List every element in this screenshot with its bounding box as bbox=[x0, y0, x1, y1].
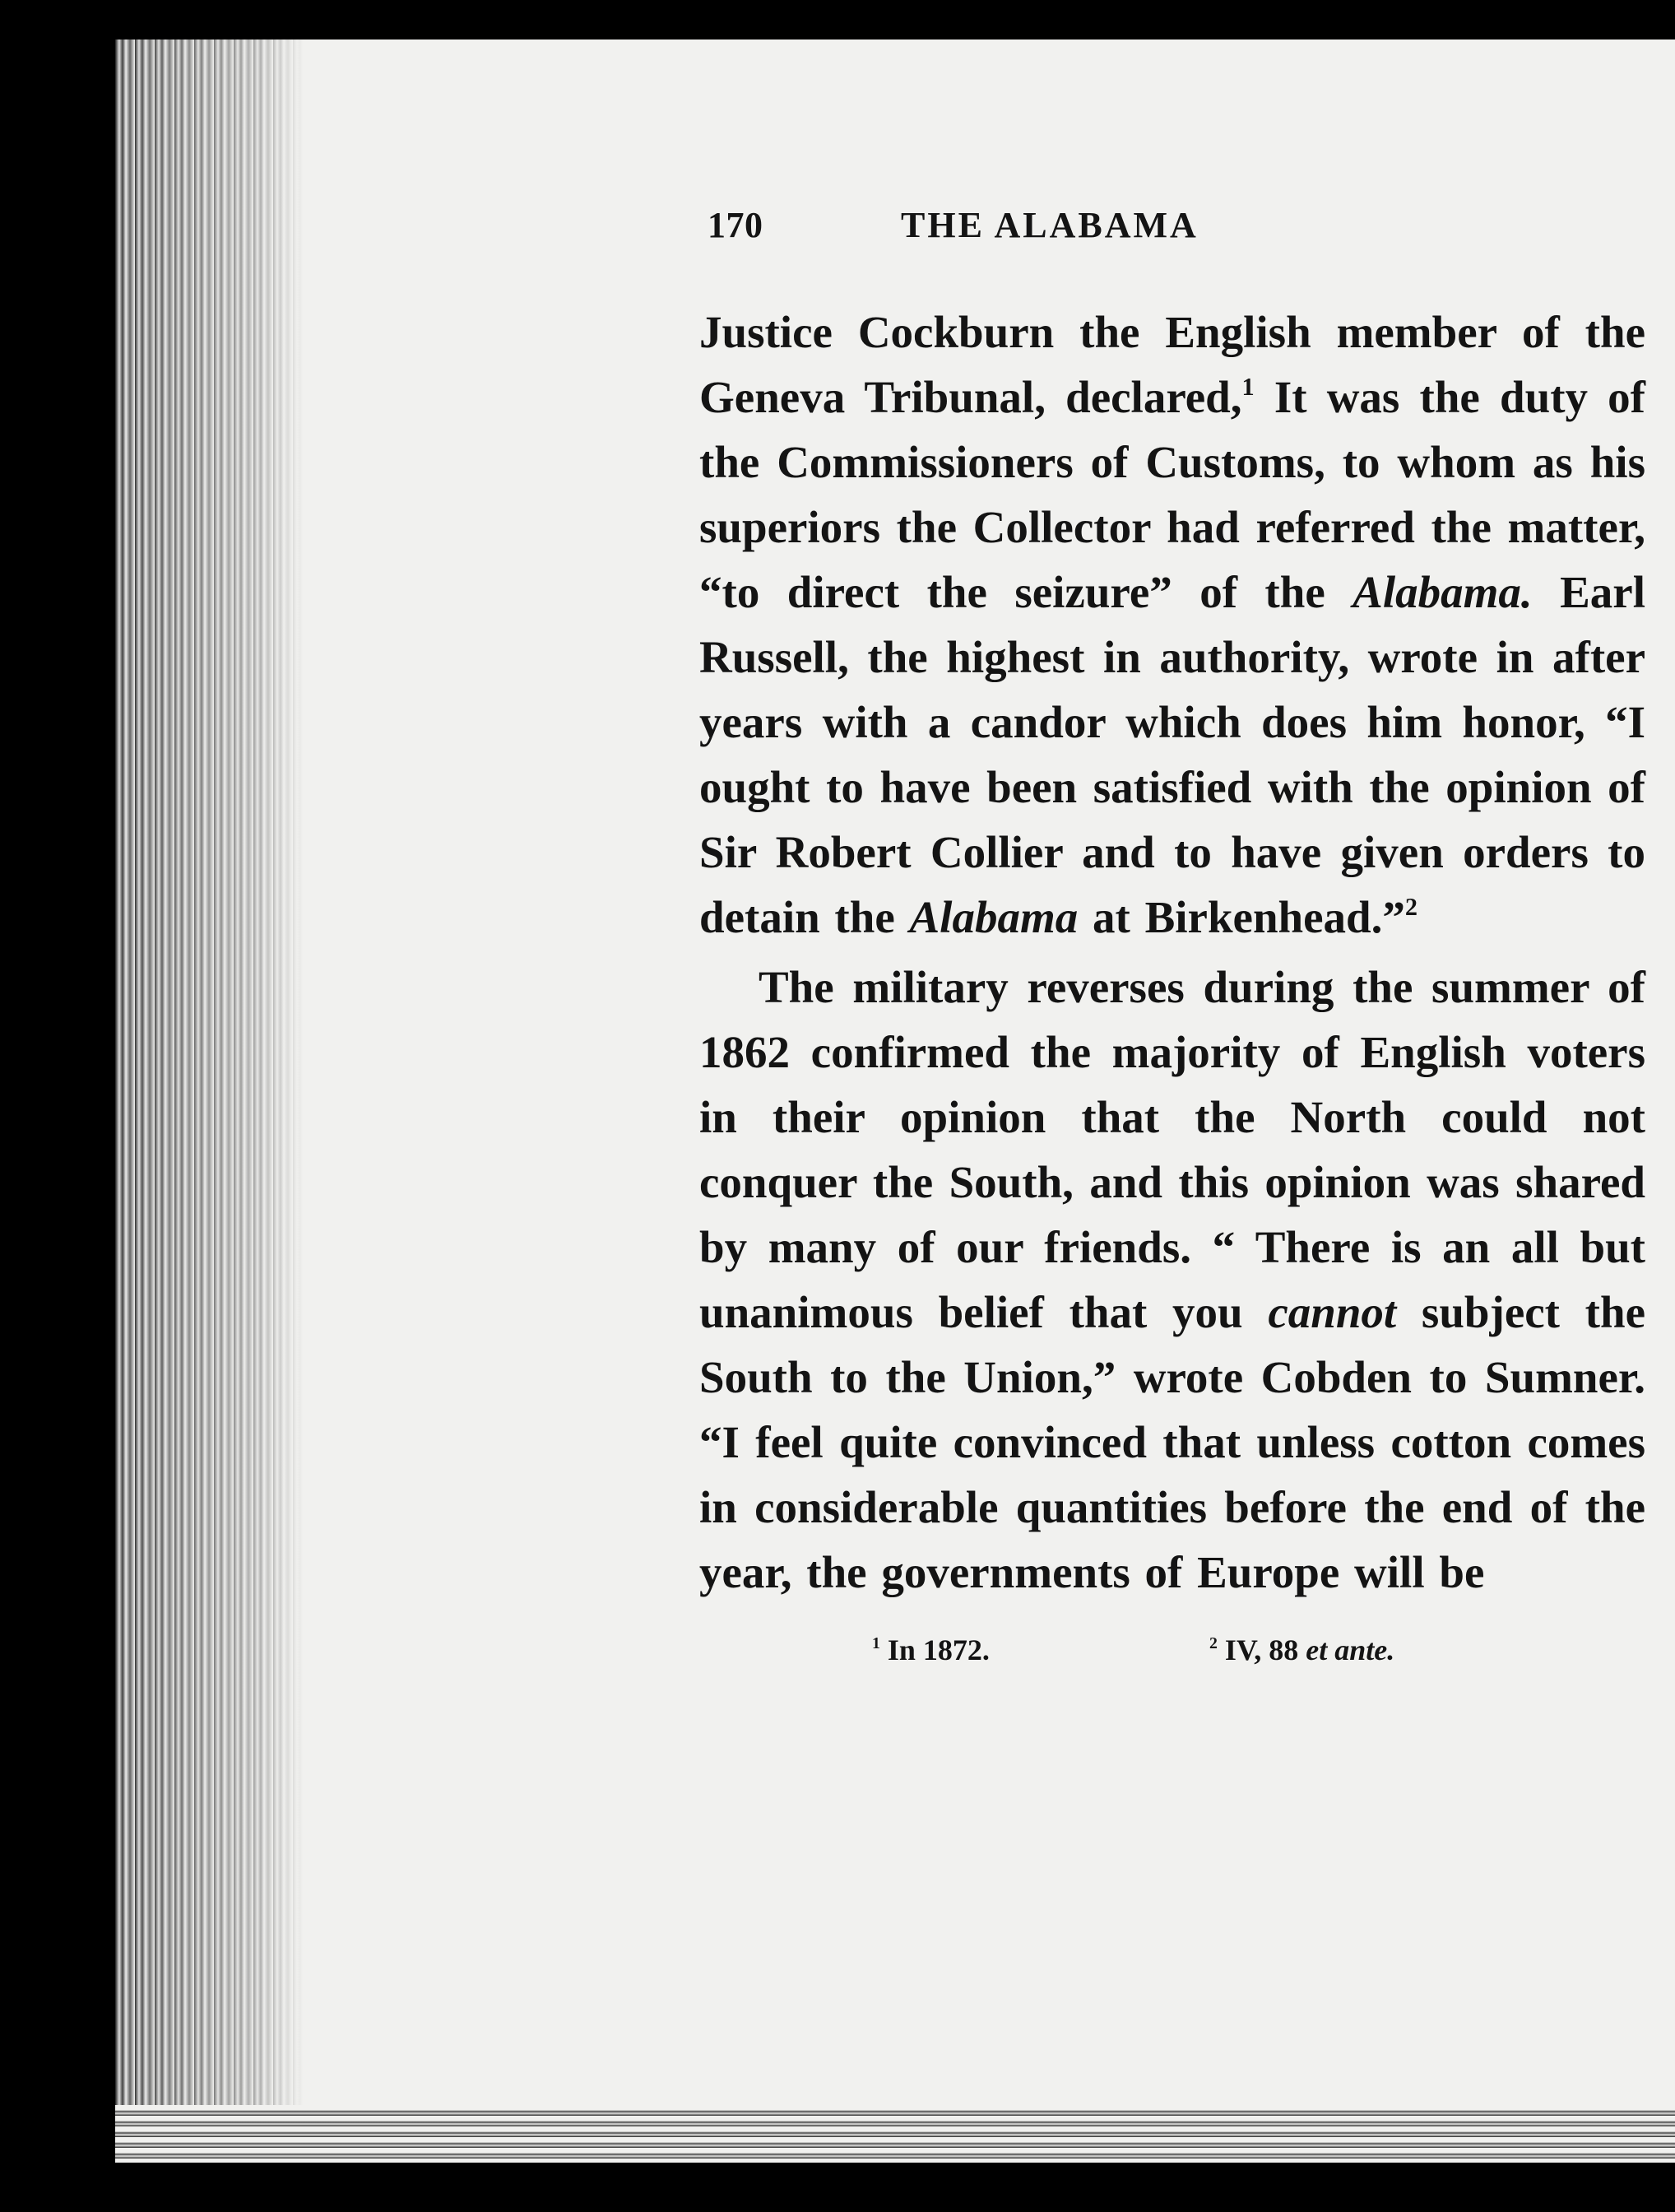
paragraph-1-text-2: It was the duty of the Commissioners of Customs, to whom as his superiors the Collector had referred the matter, “to direct the seizure” of the bbox=[699, 372, 1645, 617]
running-title: THE ALABAMA bbox=[901, 205, 1199, 245]
footnote-2-marker: 2 bbox=[1209, 1634, 1218, 1653]
running-head bbox=[568, 204, 1654, 265]
paragraph-1-text-3: Earl Russell, the highest in authority, wrote in after years with a candor which does him honor, “I ought to have been satisfied with the opinion of Sir Robert Collier and to have given orders to detain the bbox=[699, 567, 1645, 942]
text-block bbox=[568, 204, 1654, 1682]
page-number: 170 bbox=[708, 205, 763, 245]
footnote-2-text: IV, 88 bbox=[1217, 1633, 1306, 1666]
ship-name-1: Alabama. bbox=[1353, 567, 1533, 617]
footnote-2 bbox=[1209, 1633, 1394, 1667]
ship-name-2: Alabama bbox=[909, 892, 1079, 942]
bottom-page-edges bbox=[115, 2105, 1675, 2163]
book-page bbox=[115, 40, 1675, 2163]
paragraph-1-text-1: Justice Cockburn the English member of the Geneva Tribunal, declared, bbox=[699, 307, 1645, 422]
footnote-ref-1: 1 bbox=[1241, 372, 1255, 401]
footnote-1-text: In 1872. bbox=[879, 1633, 990, 1666]
emphasis-text: cannot bbox=[1268, 1287, 1397, 1337]
footnote-ref-2: 2 bbox=[1404, 892, 1417, 921]
footnote-1 bbox=[872, 1633, 990, 1667]
paragraph-2-text-1: The military reverses during the summer of 1862 confirmed the majority of English voters in their opinion that the North could not conquer the South, and this opinion was shared by many of our friends. “ There is an all but unanimous belief that you bbox=[699, 962, 1645, 1337]
paragraph-2 bbox=[699, 955, 1645, 1605]
body-text bbox=[568, 300, 1654, 1605]
paragraph-1-text-4: at Birkenhead.” bbox=[1078, 892, 1405, 942]
paragraph-2-text-2: subject the South to the Union,” wrote Cobden to Sumner. “I feel quite convinced that unless cotton comes in considerable quantities before the end of the year, the governments of Europe will be bbox=[699, 1287, 1645, 1597]
page-edges bbox=[115, 40, 304, 2163]
footnote-1-marker: 1 bbox=[872, 1634, 880, 1653]
footnote-2-italic: et ante. bbox=[1306, 1633, 1395, 1666]
paragraph-1 bbox=[699, 300, 1645, 950]
footnotes bbox=[568, 1633, 1654, 1682]
